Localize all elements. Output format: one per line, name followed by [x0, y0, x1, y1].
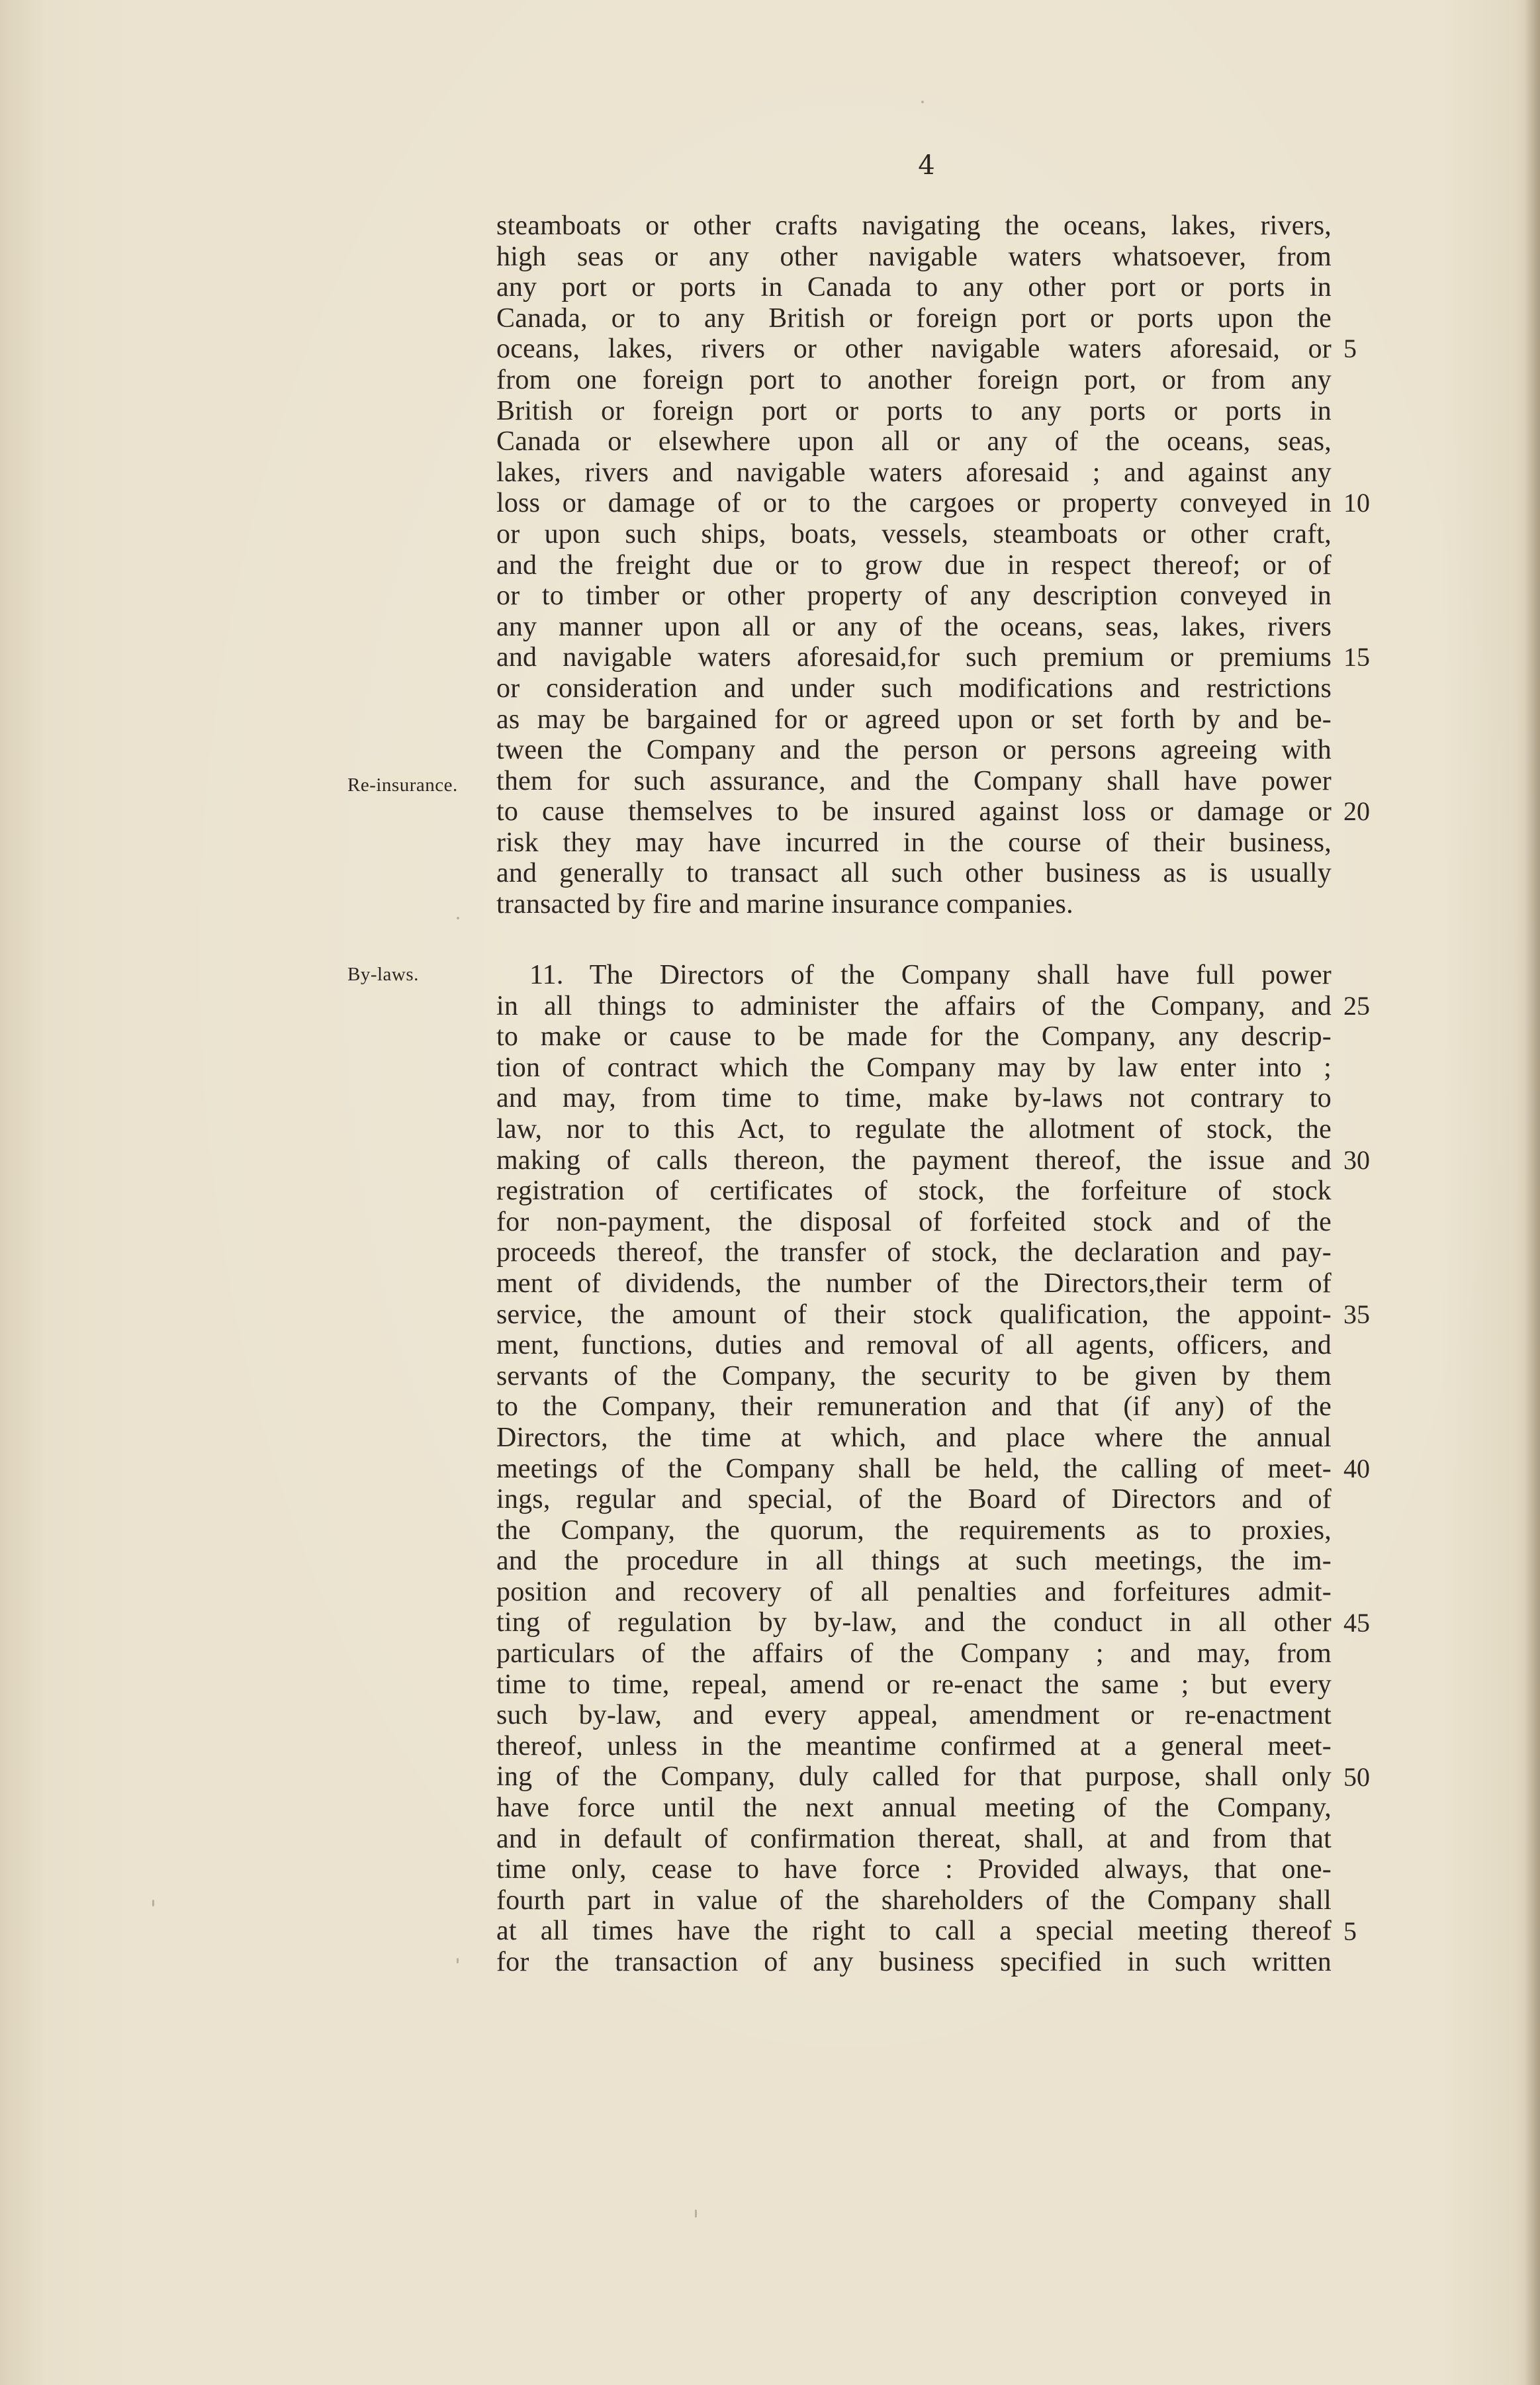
- line-number: 40: [1343, 1453, 1370, 1483]
- paper-speck: [695, 2210, 697, 2218]
- line-number: 5: [1343, 334, 1357, 364]
- line-number: 5: [1343, 1916, 1357, 1946]
- text-line: and generally to transact all such other business as is usually: [496, 858, 1332, 889]
- text-line: lakes, rivers and navigable waters aforesaid ; and against any: [496, 457, 1332, 488]
- text-line: position and recovery of all penalties and forfeitures admit-: [496, 1576, 1332, 1607]
- text-line: any manner upon all or any of the oceans, seas, lakes, rivers: [496, 611, 1332, 642]
- text-line: and may, from time to time, make by-laws not contrary to: [496, 1083, 1332, 1114]
- text-line: to the Company, their remuneration and that (if any) of the: [496, 1391, 1332, 1423]
- page-number: 4: [918, 150, 935, 181]
- text-line: ment, functions, duties and removal of all agents, officers, and: [496, 1330, 1332, 1361]
- text-line: and the procedure in all things at such meetings, the im-: [496, 1546, 1332, 1577]
- line-number: 25: [1343, 990, 1370, 1021]
- text-line: from one foreign port to another foreign port, or from any: [496, 364, 1332, 395]
- text-line: ing of the Company, duly called for that purpose, shall only: [496, 1761, 1332, 1793]
- text-line: time only, cease to have force : Provided always, that one-: [496, 1854, 1332, 1885]
- text-line: tween the Company and the person or persons agreeing with: [496, 735, 1332, 766]
- text-line: making of calls thereon, the payment thereof, the issue and: [496, 1145, 1332, 1176]
- text-line: proceeds thereof, the transfer of stock, the declaration and pay-: [496, 1237, 1332, 1268]
- text-line: ment of dividends, the number of the Directors,their term of: [496, 1268, 1332, 1299]
- text-line: as may be bargained for or agreed upon or set forth by and be-: [496, 704, 1332, 735]
- text-line: to cause themselves to be insured against loss or damage or: [496, 796, 1332, 827]
- text-line: loss or damage of or to the cargoes or property conveyed in: [496, 488, 1332, 519]
- text-line: and in default of confirmation thereat, shall, at and from that: [496, 1823, 1332, 1854]
- text-line: have force until the next annual meeting of the Company,: [496, 1793, 1332, 1824]
- marginal-note-reinsurance: Re-insurance.: [347, 774, 458, 796]
- text-line: time to time, repeal, amend or re-enact the same ; but every: [496, 1669, 1332, 1700]
- text-line: registration of certificates of stock, the forfeiture of stock: [496, 1176, 1332, 1207]
- text-line: thereof, unless in the meantime confirmed at a general meet-: [496, 1730, 1332, 1761]
- text-line: transacted by fire and marine insurance companies.: [496, 889, 1073, 920]
- text-line: service, the amount of their stock qualification, the appoint-: [496, 1299, 1332, 1330]
- binding-shadow: [1524, 0, 1540, 2385]
- line-number: 50: [1343, 1761, 1370, 1792]
- line-number: 30: [1343, 1145, 1370, 1175]
- body-text-continuation: [496, 210, 1332, 920]
- text-line: in all things to administer the affairs of the Company, and: [496, 990, 1332, 1021]
- paper-speck: [457, 1958, 459, 1963]
- text-line: any port or ports in Canada to any other port or ports in: [496, 272, 1332, 303]
- text-line: law, nor to this Act, to regulate the allotment of stock, the: [496, 1113, 1332, 1145]
- text-line: British or foreign port or ports to any ports or ports in: [496, 395, 1332, 426]
- text-line: ings, regular and special, of the Board of Directors and of: [496, 1484, 1332, 1515]
- text-line: and navigable waters aforesaid,for such premium or premiums: [496, 642, 1332, 673]
- text-line: ting of regulation by by-law, and the conduct in all other: [496, 1607, 1332, 1638]
- line-number: 20: [1343, 796, 1370, 827]
- text-line: high seas or any other navigable waters whatsoever, from: [496, 241, 1332, 272]
- text-line: tion of contract which the Company may by law enter into ;: [496, 1052, 1332, 1083]
- line-number: 15: [1343, 642, 1370, 673]
- text-line: 11. The Directors of the Company shall have full power: [529, 960, 1332, 990]
- text-line: at all times have the right to call a special meeting thereof: [496, 1916, 1332, 1947]
- text-line: particulars of the affairs of the Company ; and may, from: [496, 1638, 1332, 1669]
- text-line: for the transaction of any business specified in such written: [496, 1947, 1332, 1977]
- paper-speck: [921, 101, 924, 103]
- text-line: oceans, lakes, rivers or other navigable waters aforesaid, or: [496, 334, 1332, 365]
- paper-speck: [457, 917, 459, 919]
- text-line: Directors, the time at which, and place where the annual: [496, 1422, 1332, 1453]
- text-line: Canada, or to any British or foreign port or ports upon the: [496, 303, 1332, 334]
- text-line: Canada or elsewhere upon all or any of the oceans, seas,: [496, 426, 1332, 457]
- section-11-text: [496, 960, 1332, 1978]
- line-number: 10: [1343, 488, 1370, 518]
- text-line: fourth part in value of the shareholders of the Company shall: [496, 1885, 1332, 1916]
- text-line: them for such assurance, and the Company shall have power: [496, 765, 1332, 796]
- text-line: such by-law, and every appeal, amendment or re-enactment: [496, 1700, 1332, 1731]
- text-line: and the freight due or to grow due in respect thereof; or of: [496, 549, 1332, 581]
- text-line: meetings of the Company shall be held, the calling of meet-: [496, 1453, 1332, 1484]
- text-line: steamboats or other crafts navigating the oceans, lakes, rivers,: [496, 210, 1332, 241]
- text-line: or to timber or other property of any description conveyed in: [496, 581, 1332, 612]
- text-line: risk they may have incurred in the course of their business,: [496, 827, 1332, 858]
- marginal-note-bylaws: By-laws.: [347, 964, 419, 985]
- paper-speck: [152, 1900, 154, 1906]
- text-line: the Company, the quorum, the requirements as to proxies,: [496, 1515, 1332, 1546]
- text-line: or consideration and under such modifications and restrictions: [496, 673, 1332, 704]
- text-line: for non-payment, the disposal of forfeited stock and of the: [496, 1206, 1332, 1237]
- text-line: or upon such ships, boats, vessels, steamboats or other craft,: [496, 518, 1332, 549]
- line-number: 35: [1343, 1299, 1370, 1329]
- text-line: servants of the Company, the security to be given by them: [496, 1360, 1332, 1391]
- text-line: to make or cause to be made for the Company, any descrip-: [496, 1021, 1332, 1052]
- line-number: 45: [1343, 1607, 1370, 1638]
